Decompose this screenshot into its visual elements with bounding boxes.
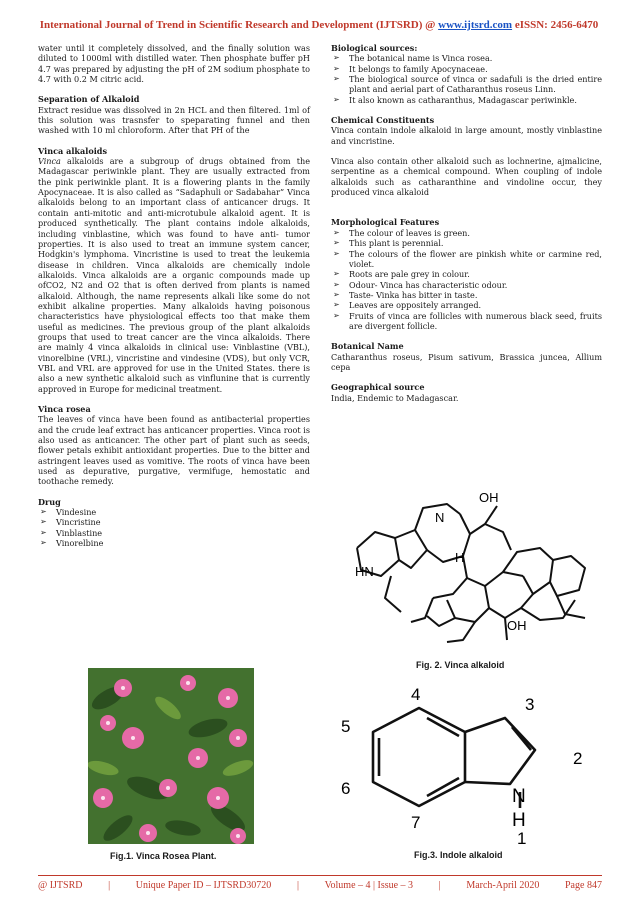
footer-volume: Volume – 4 | Issue – 3 (324, 880, 414, 891)
oh-label-1: OH (479, 490, 499, 505)
list-item: ➢ Taste- Vinka has bitter in taste. (331, 290, 602, 300)
list-item: ➢ Leaves are oppositely arranged. (331, 300, 602, 310)
indole-num-7: 7 (411, 813, 421, 832)
header-prefix: International Journal of Trend in Scientific Research and Development (IJTSRD) @ (39, 19, 439, 31)
list-item: ➢ It also known as catharanthus, Madagascar periwinkle. (331, 95, 602, 105)
separation-heading: Separation of Alkaloid (38, 94, 140, 105)
botanical-heading: Botanical Name (331, 341, 404, 352)
drug-heading: Drug (38, 496, 61, 507)
list-item: ➢ Fruits of vinca are follicles with numerous black seed, fruits are divergent follicle. (331, 311, 602, 332)
vinca-plant-photo (88, 668, 254, 844)
list-item: ➢ Odour- Vinca has characteristic odour. (331, 280, 602, 290)
indole-h-label: H (512, 810, 526, 831)
indole-num-3: 3 (525, 695, 535, 714)
fig3-caption: Fig.3. Indole alkaloid (414, 850, 503, 860)
indole-alkaloid-structure (335, 680, 600, 845)
list-item: ➢ It belongs to family Apocynaceae. (331, 64, 602, 74)
rosea-heading: Vinca rosea (38, 404, 91, 414)
geo-text: India, Endemic to Madagascar. (331, 392, 459, 403)
footer-paper-id: Unique Paper ID – IJTSRD30720 (135, 880, 272, 891)
bio-heading: Biological sources: (331, 43, 418, 53)
drug-list (38, 507, 310, 548)
left-column (38, 43, 310, 548)
footer-journal: @ IJTSRD (38, 880, 83, 891)
header-suffix: eISSN: 2456-6470 (512, 19, 599, 31)
fig1-caption: Fig.1. Vinca Rosea Plant. (110, 851, 217, 861)
footer-date: March-April 2020 (466, 880, 540, 891)
list-item: ➢ The colour of leaves is green. (331, 228, 602, 238)
geo-heading: Geographical source (331, 382, 425, 393)
intro-paragraph: water until it completely dissolved, and the finally solution was diluted to 1000ml with distilled water. Then phosphate buffer pH 4.7 was prepared by adjusting the pH of 2M sodium phosphate to 4.7 with 0.2 M citric acid. (38, 43, 310, 85)
list-item: ➢ The biological source of vinca or sadafuli is the dried entire plant and aerial part of Catharanthus roseus Linn. (331, 74, 602, 95)
footer-divider (38, 875, 602, 876)
list-item: ➢ Vinorelbine (38, 538, 310, 548)
chem-text-1: Vinca contain indole alkaloid in large amount, mostly vinblastine and vincristine. (331, 125, 602, 146)
vinca-text (38, 156, 310, 394)
indole-n-label: N (512, 786, 526, 807)
journal-link[interactable]: www.ijtsrd.com (438, 19, 513, 31)
page-footer: @ IJTSRD | Unique Paper ID – IJTSRD30720 | Volume – 4 | Issue – 3 | March-April 2020 Page 847 (38, 880, 602, 891)
indole-num-4: 4 (411, 685, 421, 704)
chem-heading: Chemical Constituents (331, 115, 435, 126)
indole-num-5: 5 (341, 717, 351, 736)
botanical-text: Catharanthus roseus, Pisum sativum, Brassica juncea, Allium cepa (331, 351, 602, 372)
indole-num-6: 6 (341, 779, 351, 798)
fig2-caption: Fig. 2. Vinca alkaloid (416, 660, 505, 670)
list-item: ➢ This plant is perennial. (331, 238, 602, 248)
list-item: ➢ Roots are pale grey in colour. (331, 269, 602, 279)
morph-list (331, 228, 602, 331)
right-column (331, 43, 602, 403)
chem-text-2: Vinca also contain other alkaloid such as lochnerine, ajmalicine, serpentine as a chemical compound. When coupling of indole alkaloids such as catharanthine and vindoline occur, they produced vinca alkaloid (331, 156, 602, 198)
list-item: ➢ Vindesine (38, 507, 310, 517)
h-label: H (455, 550, 465, 565)
bio-list (331, 53, 602, 105)
vinca-heading: Vinca alkaloids (38, 145, 108, 156)
list-item: ➢ The botanical name is Vinca rosea. (331, 53, 602, 63)
vinca-body: alkaloids are a subgroup of drugs obtained from the Madagascar periwinkle plant. They are usually extracted from the pink periwinkle plant. It is a flowering plants in the family Apocynaceae. It is also called as “Sadaphuli or Sadabahar” Vinca alkaloids belong to an important class of anticancer drugs. It contain anti-mitotic and anti-microtubule alkaloid agent. It is produced synthetically. The plant contains indole alkaloids, including vinblastine, which was found to have anti- tumor properties. It is also used to treat an immune system cancer, Hodgkin's lymphoma. Vincristine is used to treat the leukemia disease in children. Vinca alkaloids are chemically indole alkaloids. Vinca alkaloids are a organic compounds made up ofCO2, N2 and O2 that is often derived from plants is named alkaloid. Although, the name represents alkali like some do not exhibit alkaline properties. Many alkaloids having poisonous characteristics have physiological effects too that make them useful as medicines. The previous group of the plant alkaloids groups that used to treat cancer are the vinca alkaloids. There are mainly 4 vinca alkaloids in clinical use: Vinblastine (VBL), vinorelbine (VRL), vincristine and vindesine (VDS), but only VCR, VBL and VRL are approved for use in the United States. there is also a new synthetic alkaloid such as vinflunine that is currently approved in Europe for medicinal treatment. (38, 156, 310, 394)
indole-num-1: 1 (517, 829, 527, 845)
list-item: ➢ Vinblastine (38, 528, 310, 538)
vinca-alkaloid-structure (335, 490, 600, 655)
hn-label: HN (355, 564, 374, 579)
morph-heading: Morphological Features (331, 217, 440, 228)
oh-label-2: OH (507, 618, 527, 633)
vinca-italic: Vinca (38, 156, 61, 167)
indole-num-2: 2 (573, 749, 583, 768)
rosea-text: The leaves of vinca have been found as antibacterial properties and the crude leaf extract has anticancer properties. Vinca root is also used as anticancer. The other part of plant such as seeds, flower petals exhibit antioxidant properties. Due to the bitter and astringent leaves used as vomitive. The roots of vinca have been used as depurative, purgative, vermifuge, hemostatic and toothache remedy. (38, 414, 310, 487)
list-item: ➢ The colours of the flower are pinkish white or carmine red, violet. (331, 249, 602, 270)
separation-text: Extract residue was dissolved in 2n HCL and then filtered. 1ml of this solution was trasnsfer to speparating funnel and then washed with 10 ml chloroform. After that PH of the (38, 104, 310, 136)
journal-header (0, 19, 638, 31)
list-item: ➢ Vincristine (38, 517, 310, 527)
n-label: N (435, 510, 445, 525)
footer-page: Page 847 (565, 880, 602, 891)
